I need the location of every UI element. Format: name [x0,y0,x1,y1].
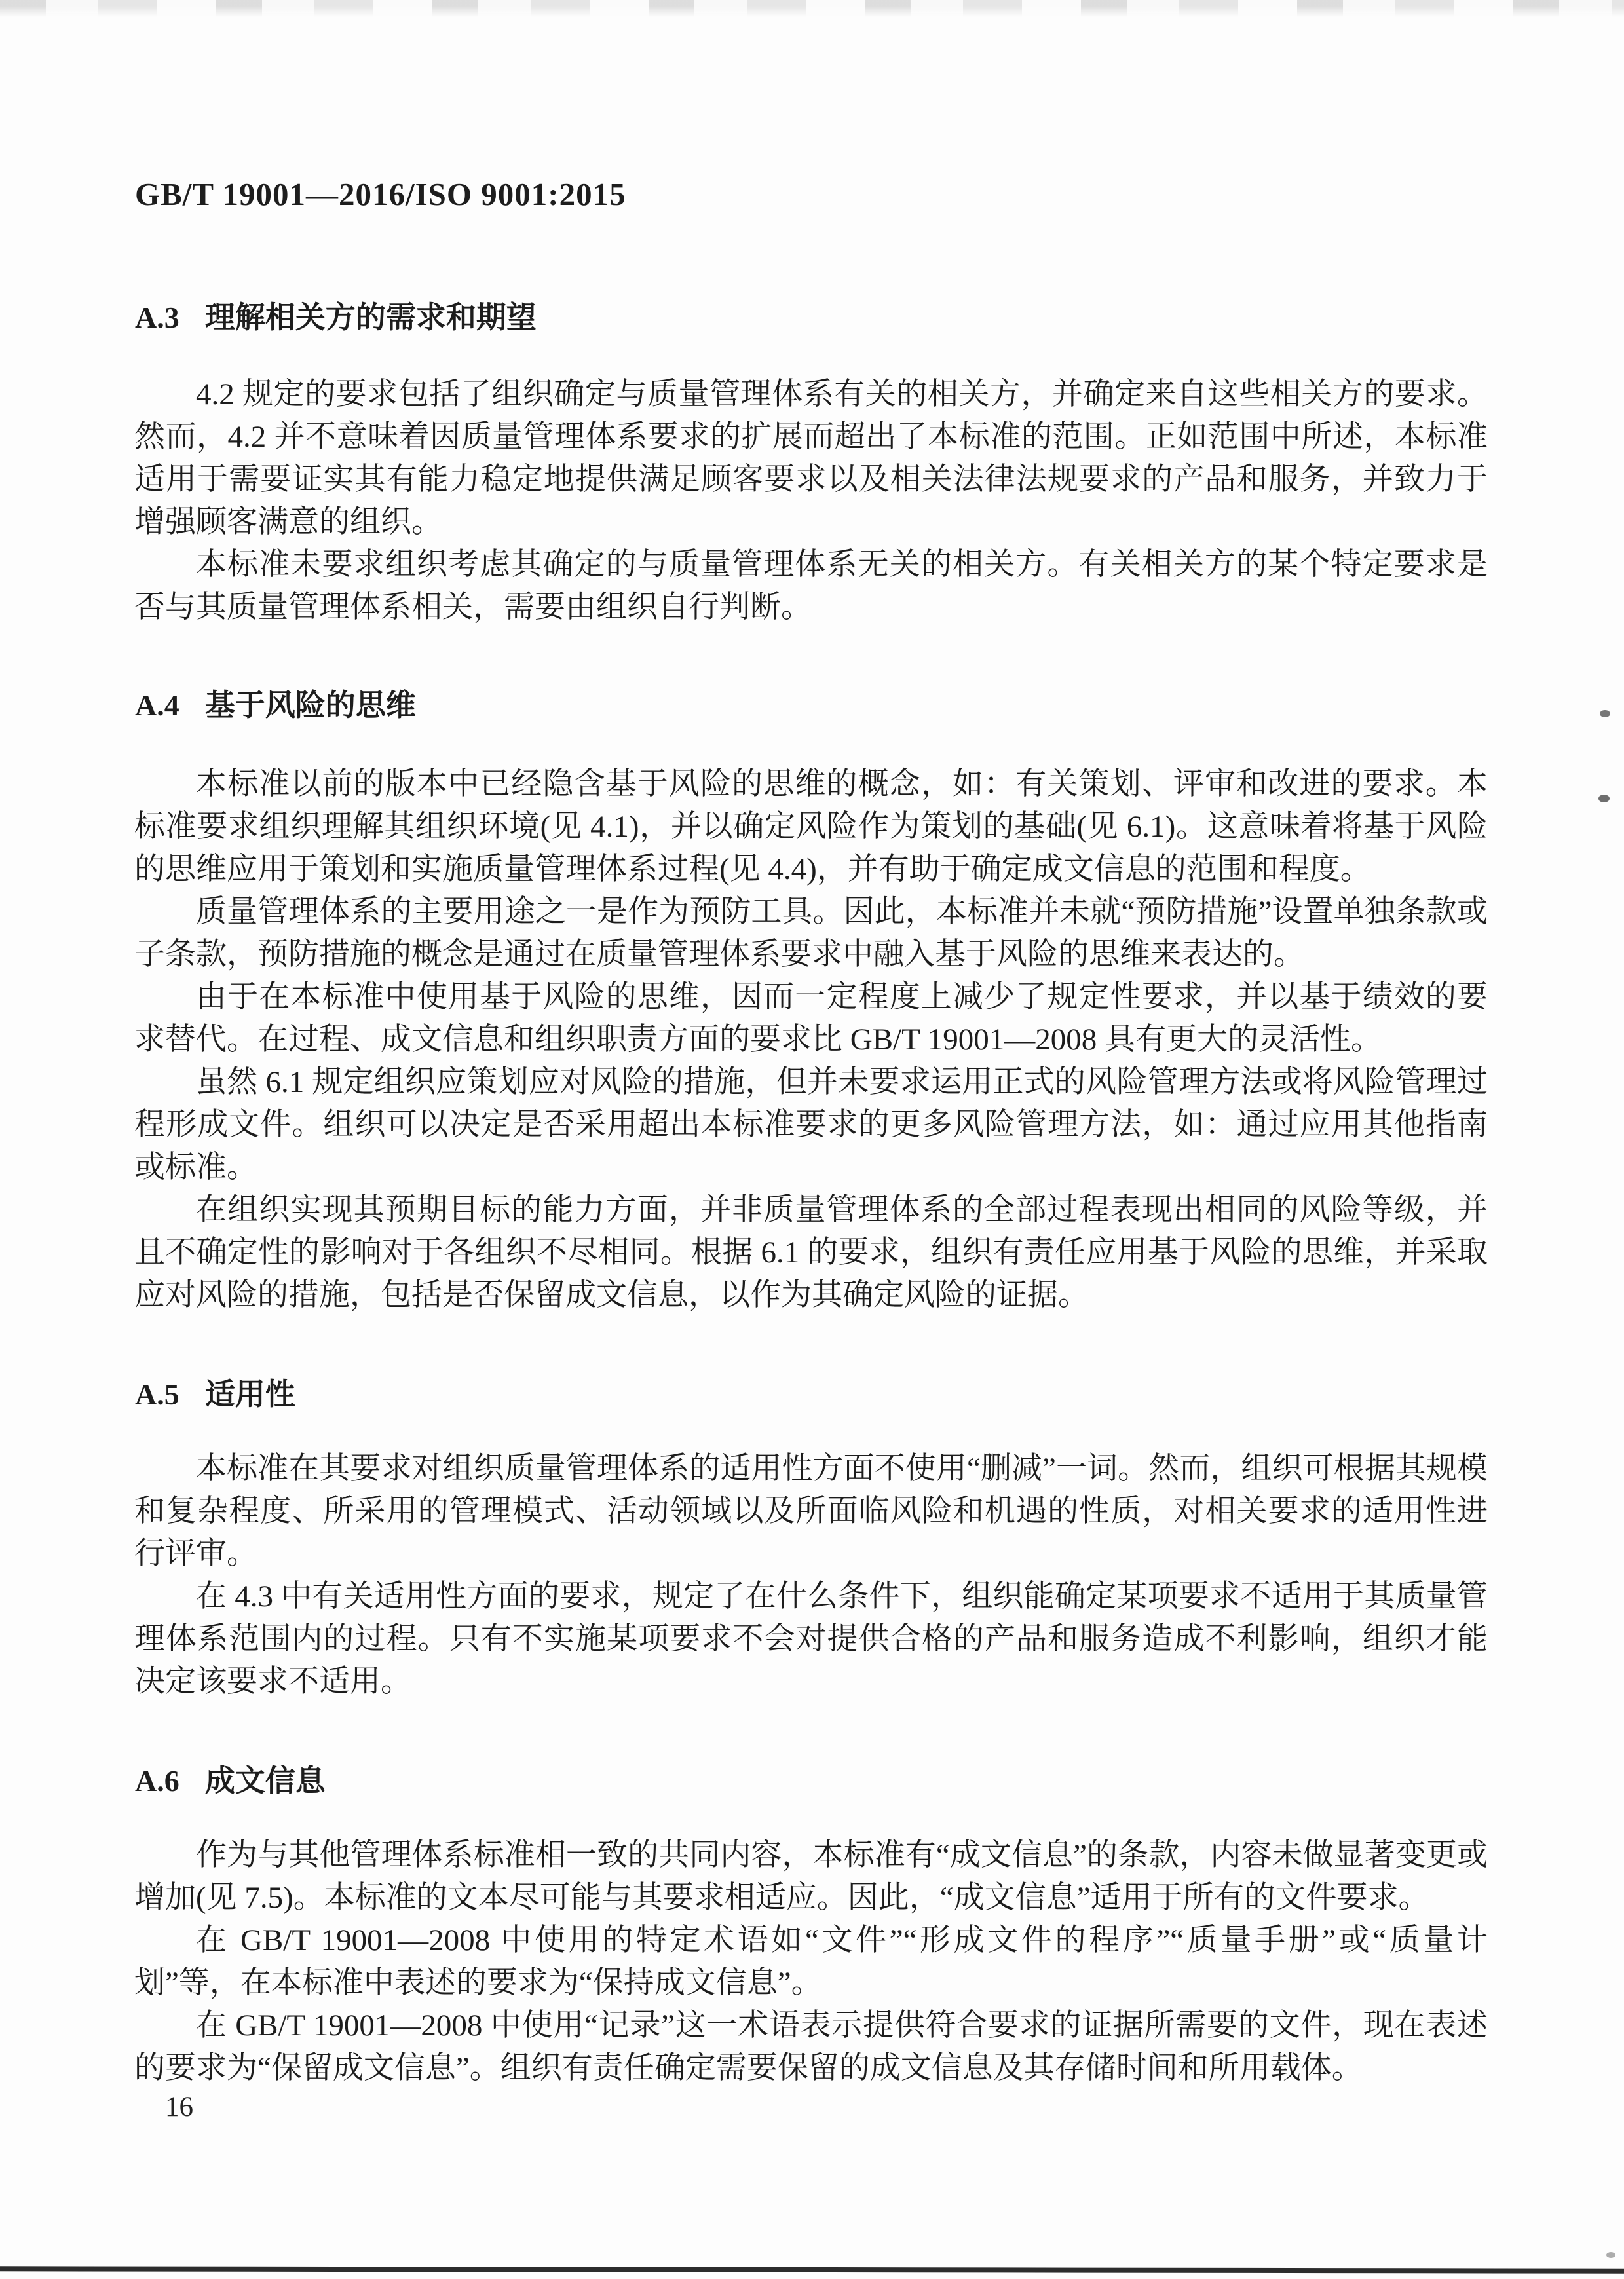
paragraph: 在组织实现其预期目标的能力方面，并非质量管理体系的全部过程表现出相同的风险等级，并且不确定性的影响对于各组织不尽相同。根据 6.1 的要求，组织有责任应用基于风险的思维，并采取应对风险的措施，包括是否保留成文信息，以作为其确定风险的证据。 [134,1193,1488,1312]
paragraph: 作为与其他管理体系标准相一致的共同内容，本标准有“成文信息”的条款，内容未做显著变更或增加(见 7.5)。本标准的文本尽可能与其要求相适应。因此，“成文信息”适用于所有的文件要求。 [134,1838,1488,1915]
page-number: 16 [165,2092,193,2122]
section-body-a3 [134,373,1488,629]
section-number: A.6 [135,1764,179,1798]
standard-code-header: GB/T 19001—2016/ISO 9001:2015 [135,176,626,212]
section-title: 基于风险的思维 [204,688,416,722]
scan-edge-noise [0,0,1624,17]
section-body-a4 [134,763,1488,1317]
scan-edge-line [0,2266,1624,2273]
paragraph: 在 GB/T 19001—2008 中使用“记录”这一术语表示提供符合要求的证据所需要的文件，现在表述的要求为“保留成文信息”。组织有责任确定需要保留的成文信息及其存储时间和所用载体。 [134,2008,1488,2085]
section-heading-a3 [135,293,537,337]
section-number: A.4 [135,688,179,722]
scan-speck [1606,2252,1615,2258]
section-heading-a5 [135,1370,295,1414]
paragraph: 本标准在其要求对组织质量管理体系的适用性方面不使用“删减”一词。然而，组织可根据其规模和复杂程度、所采用的管理模式、活动领域以及所面临风险和机遇的性质，对相关要求的适用性进行评审。 [134,1452,1488,1571]
paragraph: 在 4.3 中有关适用性方面的要求，规定了在什么条件下，组织能确定某项要求不适用于其质量管理体系范围内的过程。只有不实施某项要求不会对提供合格的产品和服务造成不利影响，组织才能决定该要求不适用。 [134,1579,1488,1699]
section-number: A.3 [135,301,179,334]
paragraph: 本标准以前的版本中已经隐含基于风险的思维的概念，如：有关策划、评审和改进的要求。本标准要求组织理解其组织环境(见 4.1)，并以确定风险作为策划的基础(见 6.1)。这意味着将基于风险的思维应用于策划和实施质量管理体系过程(见 4.4)，并有助于确定成文信息的范围和程度。 [134,767,1488,886]
section-heading-a4 [135,681,416,725]
section-heading-a6 [135,1757,326,1800]
scan-speck [1598,795,1610,802]
section-body-a5 [134,1448,1488,1703]
paragraph: 4.2 规定的要求包括了组织确定与质量管理体系有关的相关方，并确定来自这些相关方的要求。然而，4.2 并不意味着因质量管理体系要求的扩展而超出了本标准的范围。正如范围中所述，本标准适用于需要证实其有能力稳定地提供满足顾客要求以及相关法律法规要求的产品和服务，并致力于增强顾客满意的组织。 [134,377,1488,539]
section-title: 理解相关方的需求和期望 [204,300,537,334]
section-number: A.5 [135,1378,179,1411]
paragraph: 虽然 6.1 规定组织应策划应对风险的措施，但并未要求运用正式的风险管理方法或将风险管理过程形成文件。组织可以决定是否采用超出本标准要求的更多风险管理方法，如：通过应用其他指南或标准。 [134,1065,1488,1184]
paragraph: 本标准未要求组织考虑其确定的与质量管理体系无关的相关方。有关相关方的某个特定要求是否与其质量管理体系相关，需要由组织自行判断。 [134,548,1488,624]
paragraph: 质量管理体系的主要用途之一是作为预防工具。因此，本标准并未就“预防措施”设置单独条款或子条款，预防措施的概念是通过在质量管理体系要求中融入基于风险的思维来表达的。 [134,895,1488,971]
section-title: 成文信息 [204,1763,326,1798]
paragraph: 由于在本标准中使用基于风险的思维，因而一定程度上减少了规定性要求，并以基于绩效的要求替代。在过程、成文信息和组织职责方面的要求比 GB/T 19001—2008 具有更大的灵活性。 [134,980,1488,1057]
section-title: 适用性 [204,1377,295,1411]
paragraph: 在 GB/T 19001—2008 中使用的特定术语如“文件”“形成文件的程序”“质量手册”或“质量计划”等，在本标准中表述的要求为“保持成文信息”。 [134,1923,1488,2000]
section-body-a6 [134,1834,1488,2090]
scan-speck [1600,710,1610,717]
